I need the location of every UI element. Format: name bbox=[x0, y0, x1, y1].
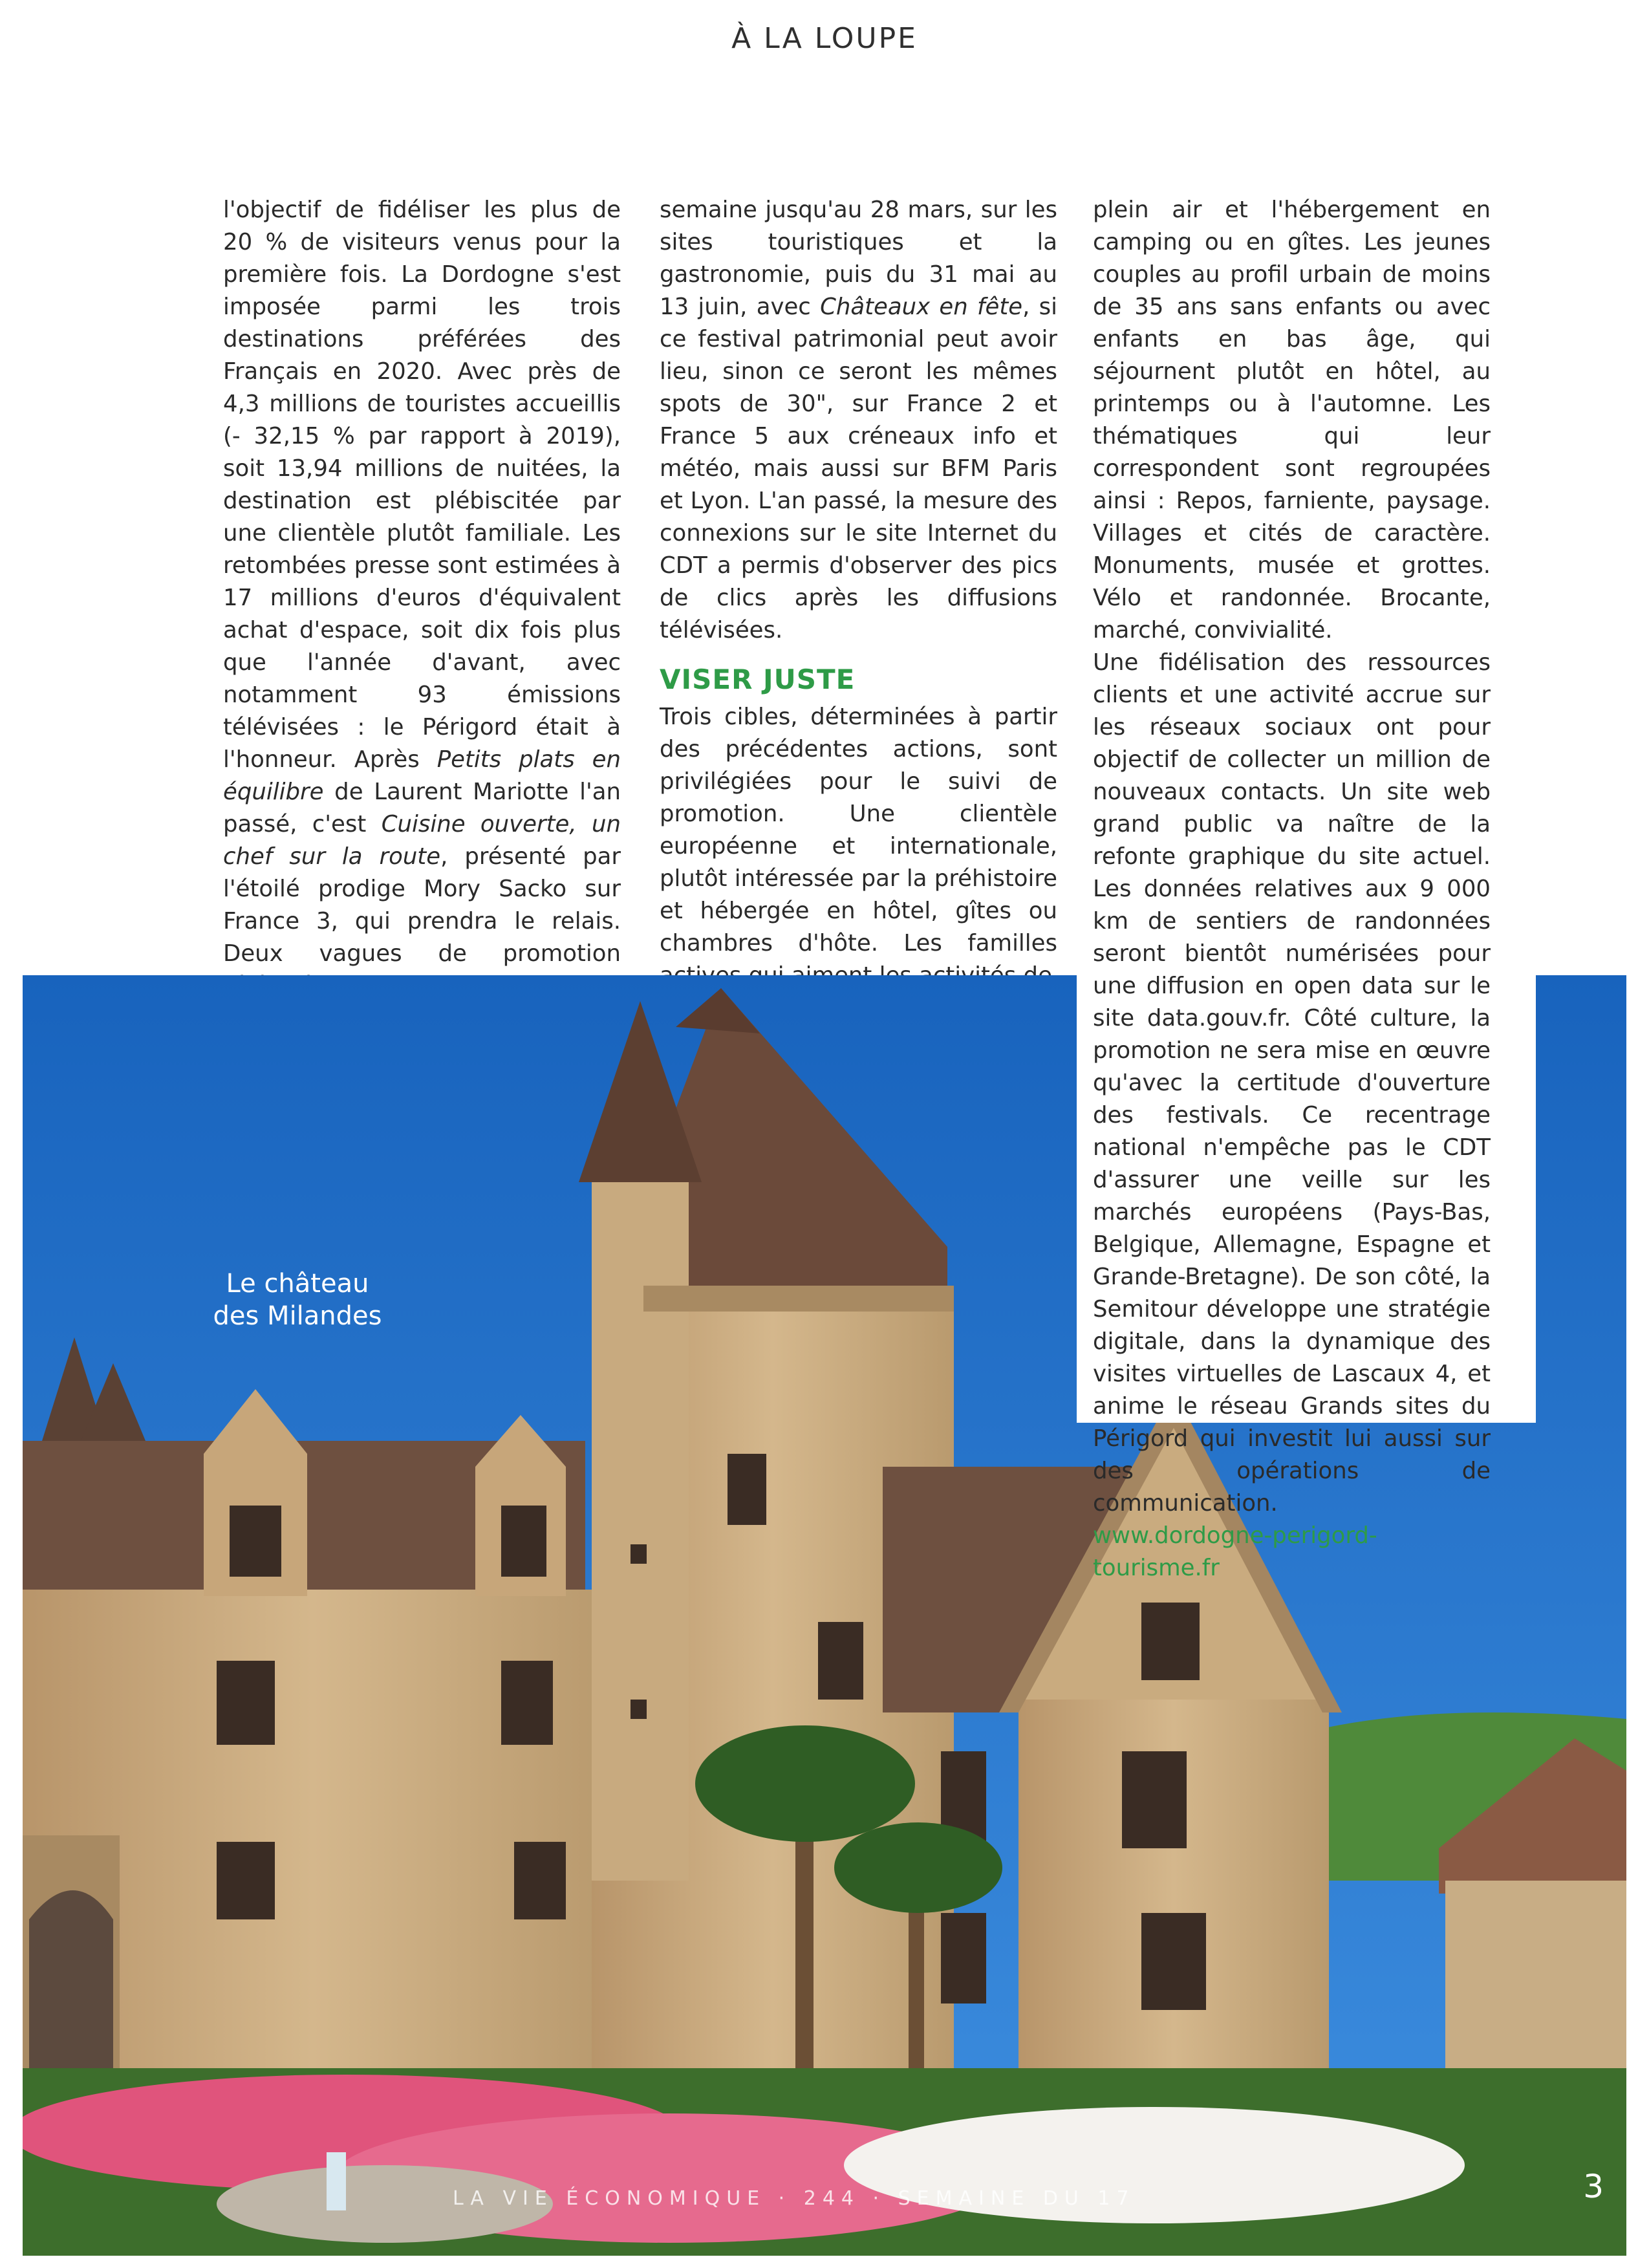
paragraph bbox=[223, 194, 621, 1002]
caption-line: Le château bbox=[226, 1269, 369, 1299]
caption-line: des Milandes bbox=[213, 1301, 382, 1331]
article-column-1 bbox=[223, 194, 621, 1002]
text-span: l'objectif de fidéliser les plus de 20 % de visiteurs venus pour la première fois. La Dordogne s'est imposée parmi les trois destinations préférées des Français en 2020. Avec près de 4,3 millions de touristes accueillis (- 32,15 % par rapport à 2019), soit 13,94 millions de nuitées, la destination est plébiscitée par une clientèle plutôt familiale. Les retombées presse sont estimées à 17 millions d'euros d'équivalent achat d'espace, soit dix fois plus que l'année d'avant, avec notamment 93 émissions télévisées : le Périgord était à l'honneur. Après bbox=[223, 197, 621, 773]
paragraph: plein air et l'hébergement en camping ou en gîtes. Les jeunes couples au profil urbain de moins de 35 ans sans enfants ou avec enfants en bas âge, qui séjournent plutôt en hôtel, au printemps ou à l'automne. Les thématiques qui leur correspondent sont regroupées ainsi : Repos, farniente, paysage. Villages et cités de caractère. Monuments, musée et grottes. Vélo et randonnée. Brocante, marché, convivialité. bbox=[1093, 197, 1491, 643]
paragraph bbox=[660, 194, 1057, 647]
section-header: À LA LOUPE bbox=[731, 22, 918, 55]
paragraph: Une fidélisation des ressources clients et une activité accrue sur les réseaux sociaux ont pour objectif de collecter un million de nouveaux contacts. Un site web grand public va naître de la refonte graphique du site actuel. Les données relatives aux 9 000 km de sentiers de randonnées seront bientôt numérisées pour une diffusion en open data sur le site data.gouv.fr. Côté culture, la promotion ne sera mise en œuvre qu'avec la certitude d'ouverture des festivals. Ce recentrage national n'empêche pas le CDT d'assurer une veille sur les marchés européens (Pays-Bas, Belgique, Allemagne, Espagne et Grande-Bretagne). De son côté, la Semitour développe une stratégie digitale, dans la dynamique des visites virtuelles de Lascaux 4, et anime le réseau Grands sites du Périgord qui investit lui aussi sur des opérations de communication. bbox=[1093, 649, 1491, 1517]
article-column-3 bbox=[1093, 194, 1491, 1584]
section-subheading: VISER JUSTE bbox=[660, 664, 856, 695]
paragraph: Trois cibles, déterminées à partir des précédentes actions, sont privilégiées pour le suivi de promotion. Une clientèle européenne et internationale, plutôt intéressée par la préhistoire et hébergée en hôtel, gîtes ou chambres d'hôte. Les familles bbox=[660, 704, 1057, 956]
show-title: Cuisine ouverte, un chef sur la route bbox=[223, 811, 621, 870]
publication-footer: LA VIE ÉCONOMIQUE · 244 · SEMAINE DU 17 bbox=[453, 2187, 1136, 2210]
page-number: 3 bbox=[1583, 2168, 1604, 2205]
show-title: Petits plats en équilibre bbox=[223, 746, 621, 805]
website-link[interactable]: www.dordogne-perigord-tourisme.fr bbox=[1093, 1522, 1377, 1581]
text-span: , présenté par l'étoilé prodige Mory Sacko sur France 3, qui prendra le relais. Deux vagues de promotion bbox=[223, 843, 621, 967]
article-column-2 bbox=[660, 194, 1057, 992]
text-span: de Laurent Mariotte l'an passé, c'est bbox=[223, 779, 621, 837]
festival-title: Châteaux en fête bbox=[820, 294, 1023, 320]
photo-caption bbox=[194, 1268, 401, 1332]
text-span: , si ce festival patrimonial peut avoir lieu, sinon ce seront les mêmes spots de 30", sur France 2 et France 5 aux créneaux info et météo, mais aussi sur BFM Paris et Lyon. L'an passé, la mesure des connexions sur le site Internet du CDT a permis d'observer des pics de clics après les diffusions télévisées. bbox=[660, 294, 1057, 643]
text-span: semaine jusqu'au 28 mars, sur les sites touristiques et la gastronomie, puis du 31 mai au 13 juin, avec bbox=[660, 197, 1057, 320]
